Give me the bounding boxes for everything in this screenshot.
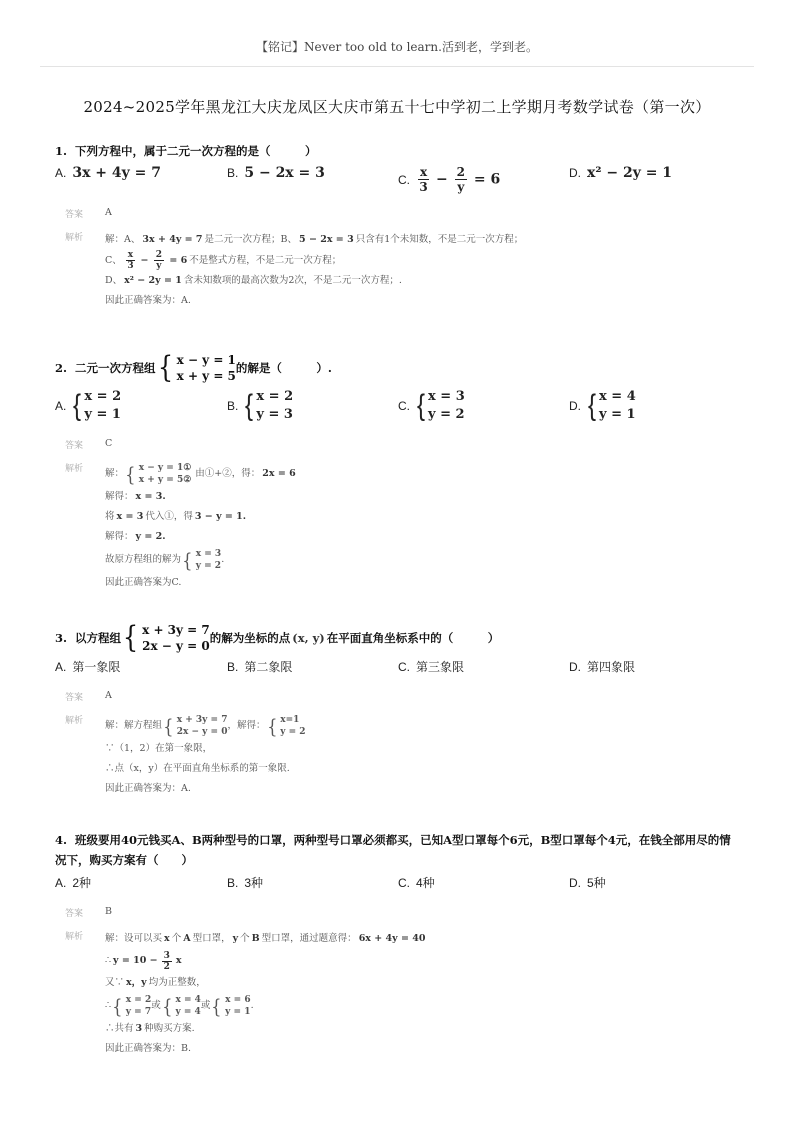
- text: 均为正整数，: [148, 977, 206, 988]
- system-rows: [175, 994, 200, 1018]
- option-label: C.: [398, 659, 410, 674]
- text: 含未知数项的最高次数为2次，不是二元一次方程；.: [183, 275, 402, 286]
- option-text: 第四象限: [587, 660, 636, 674]
- system-rows: [126, 994, 151, 1018]
- text: 解：: [105, 468, 125, 479]
- equation: x + 3y = 7: [142, 623, 210, 637]
- system-rows: [142, 622, 210, 654]
- analysis-line: [105, 487, 298, 507]
- math: x = 3: [116, 511, 144, 522]
- text: 型口罩，通过题意得：: [261, 933, 357, 944]
- option-c[interactable]: [398, 165, 500, 194]
- analysis-row: [65, 713, 755, 799]
- text: 或: [151, 1000, 161, 1011]
- equation: x − y = 1①: [138, 463, 192, 473]
- text: C、: [105, 254, 122, 266]
- option-c[interactable]: [398, 874, 435, 891]
- analysis-line: 因此正确答案为：A.: [105, 295, 191, 306]
- question-text: 以方程组: [75, 631, 122, 645]
- brace: {: [112, 994, 123, 1018]
- option-expression: [416, 165, 500, 194]
- option-d[interactable]: [569, 165, 672, 181]
- option-a[interactable]: [55, 874, 91, 891]
- option-a[interactable]: [55, 165, 161, 181]
- equation-system: [161, 994, 201, 1018]
- brace: {: [266, 714, 277, 738]
- header-divider: [40, 66, 754, 67]
- text: 个: [171, 933, 182, 944]
- equation: x = 2: [256, 389, 294, 404]
- brace: {: [417, 389, 426, 422]
- system-rows: [177, 714, 228, 738]
- math: 6x + 4y = 40: [358, 933, 426, 944]
- option-text: 第三象限: [416, 660, 465, 674]
- answer-value: B: [105, 906, 112, 917]
- system-rows: [599, 388, 636, 424]
- text: 故原方程组的解为: [105, 554, 182, 565]
- question-text: 下列方程中，属于二元一次方程的是（ ）: [75, 144, 317, 158]
- system-rows: [177, 352, 236, 384]
- text: 代入①，得: [145, 511, 193, 522]
- analysis-line: [105, 1019, 427, 1039]
- text: 解：设可以买: [105, 933, 163, 944]
- equation-system: [266, 714, 306, 738]
- answer-value: A: [105, 207, 112, 218]
- analysis-lines: [105, 230, 523, 311]
- equation-system: [244, 388, 293, 424]
- analysis-line: [105, 507, 298, 527]
- operator: −: [140, 255, 149, 266]
- analysis-tag: 解析: [65, 233, 84, 243]
- text: 解：解方程组: [105, 720, 163, 731]
- math: 3x + 4y = 7: [142, 234, 203, 245]
- equation: x = 6: [225, 995, 251, 1005]
- math: 3: [135, 1023, 143, 1034]
- analysis-line: 因此正确答案为：B.: [105, 1043, 192, 1054]
- answer-value: A: [105, 690, 112, 701]
- system-rows: [428, 388, 465, 424]
- text: ∴: [105, 1000, 112, 1011]
- fraction: [418, 165, 429, 194]
- equation-system: [121, 622, 210, 654]
- brace: {: [182, 548, 193, 572]
- fraction: [126, 250, 135, 271]
- text: 个: [240, 933, 250, 944]
- analysis-line: [105, 713, 306, 739]
- option-label: D.: [569, 659, 581, 674]
- option-b[interactable]: [227, 165, 325, 181]
- equation: y = 4: [175, 1007, 201, 1017]
- option-expression: 5 − 2x = 3: [244, 165, 325, 181]
- option-label: C.: [398, 172, 410, 187]
- analysis-line: [105, 973, 427, 993]
- answer-value: C: [105, 438, 113, 449]
- brace: {: [122, 620, 139, 655]
- denominator: y: [156, 261, 162, 271]
- equation-system: [181, 548, 221, 572]
- math: 2x = 6: [262, 468, 296, 479]
- brace: {: [162, 994, 173, 1018]
- text: 型口罩，: [192, 933, 231, 944]
- option-label: B.: [227, 875, 239, 890]
- question-number: 4.: [55, 833, 68, 847]
- question-text: 的解为坐标的点: [209, 631, 291, 645]
- operator: −: [436, 171, 448, 188]
- equation-system: [416, 388, 465, 424]
- math: [124, 250, 187, 271]
- analysis-tag: 解析: [65, 464, 84, 474]
- text: ∴共有: [105, 1023, 134, 1034]
- exam-title: 2024~2025学年黑龙江大庆龙凤区大庆市第五十七中学初二上学期月考数学试卷（第一次）: [83, 98, 711, 116]
- equation: y = 2: [195, 561, 222, 571]
- equation: 2x − y = 0: [142, 639, 210, 653]
- answer-tag: 答案: [65, 210, 84, 220]
- math: x: [175, 955, 182, 966]
- analysis-row: [65, 230, 755, 311]
- system-rows: [196, 548, 221, 572]
- question-text: 班级要用40元钱买A、B两种型号的口罩，两种型号口罩必须都买，已知A型口罩每个6元，B型口罩每个4元，在钱全部用尽的情: [75, 833, 731, 847]
- analysis-line: [105, 527, 298, 547]
- answer-row: [65, 207, 755, 220]
- brace: {: [588, 389, 597, 422]
- option-d[interactable]: [569, 874, 606, 891]
- analysis-row: [65, 461, 755, 593]
- text: 解得：: [105, 531, 134, 542]
- question-3-options: [55, 658, 755, 684]
- equation: x = 3: [428, 389, 465, 404]
- text: ∴: [105, 955, 112, 966]
- answer-row: [65, 438, 755, 451]
- equation: x = 2: [125, 995, 152, 1005]
- question-text: 二元一次方程组: [75, 361, 156, 375]
- equation: y = 2: [280, 727, 306, 737]
- equation-system: [587, 388, 636, 424]
- math: 3 − y = 1.: [194, 511, 247, 522]
- question-1-solution: [65, 207, 755, 311]
- system-rows: [256, 388, 293, 424]
- answer-row: [65, 906, 755, 919]
- numerator: x: [420, 165, 428, 179]
- system-rows: [139, 462, 192, 486]
- option-label: C.: [398, 399, 410, 413]
- question-4-solution: [65, 906, 755, 1059]
- option-label: D.: [569, 399, 581, 413]
- brace: {: [211, 994, 222, 1018]
- equation: x = 2: [84, 389, 122, 404]
- option-label: A.: [55, 875, 67, 890]
- option-label: C.: [398, 875, 410, 890]
- equation: x=1: [280, 715, 300, 725]
- option-label: D.: [569, 166, 581, 180]
- math: x² − 2y = 1: [124, 275, 182, 286]
- option-label: B.: [227, 166, 239, 180]
- equation: x = 4: [175, 995, 201, 1005]
- question-4-options: [55, 874, 755, 900]
- analysis-lines: [105, 713, 306, 799]
- text: 将: [105, 511, 115, 522]
- brace: {: [157, 350, 173, 385]
- question-1: [55, 141, 755, 321]
- question-text: 在平面直角坐标系中的（ ）: [326, 631, 500, 645]
- analysis-row: [65, 929, 755, 1059]
- option-label: D.: [569, 875, 581, 890]
- text: ，解得：: [227, 720, 266, 731]
- math: y: [232, 933, 239, 944]
- system-rows: [84, 388, 121, 424]
- analysis-lines: [105, 929, 427, 1059]
- text: D、: [105, 275, 123, 286]
- equation: y = 1: [599, 407, 636, 422]
- option-b[interactable]: [227, 658, 292, 675]
- text: 或: [200, 1000, 211, 1011]
- analysis-line: [105, 929, 427, 949]
- option-d[interactable]: [569, 658, 635, 675]
- analysis-line: ∵（1，2）在第一象限，: [105, 743, 213, 754]
- math: x = 3.: [135, 491, 166, 502]
- math: y = 10 −: [113, 955, 158, 966]
- math: x，y: [126, 977, 147, 988]
- question-number: 3.: [55, 631, 68, 645]
- equation-system: [111, 994, 151, 1018]
- denominator: 2: [163, 961, 170, 972]
- text: 是二元一次方程；B、: [204, 234, 298, 245]
- option-label: B.: [227, 399, 239, 413]
- answer-row: [65, 690, 755, 703]
- equation: x = 3: [195, 549, 222, 559]
- text: 只含有1个未知数，不是二元一次方程；: [355, 234, 524, 245]
- option-b[interactable]: [227, 874, 263, 891]
- option-a[interactable]: [55, 658, 120, 675]
- math: A: [183, 933, 191, 944]
- numerator: x: [127, 250, 134, 260]
- question-2-options: [55, 388, 755, 432]
- option-expression: x² − 2y = 1: [587, 165, 673, 181]
- analysis-line: [105, 547, 298, 573]
- option-c[interactable]: [398, 388, 465, 424]
- option-text: 2种: [72, 876, 92, 890]
- math: y = 2.: [135, 531, 166, 542]
- fraction: [154, 250, 164, 271]
- equation: y = 3: [256, 407, 293, 422]
- option-label: A.: [55, 399, 67, 413]
- equation: x + 3y = 7: [176, 715, 228, 725]
- text: .: [221, 554, 225, 565]
- system-rows: [280, 714, 305, 738]
- text: 解：A、: [105, 234, 141, 245]
- point-coordinate: (x, y): [292, 631, 325, 645]
- numerator: 3: [163, 950, 170, 961]
- option-text: 4种: [416, 876, 435, 890]
- analysis-line: [105, 949, 427, 973]
- analysis-line: ∴点（x，y）在平面直角坐标系的第一象限.: [105, 763, 290, 774]
- equation-system: [124, 462, 191, 486]
- equation: y = 7: [125, 1007, 152, 1017]
- text: 解得：: [105, 491, 134, 502]
- answer-tag: 答案: [65, 693, 84, 703]
- denominator: 3: [127, 261, 134, 271]
- question-text: 的解是（ ）.: [235, 361, 332, 375]
- question-2: [55, 352, 755, 603]
- brace: {: [73, 389, 82, 422]
- analysis-line: [105, 993, 427, 1019]
- equation-system: [156, 352, 236, 384]
- denominator: y: [457, 180, 465, 194]
- text: 种购买方案.: [144, 1023, 195, 1034]
- option-label: A.: [55, 166, 67, 180]
- numerator: 2: [456, 165, 465, 179]
- analysis-line: 因此正确答案为：A.: [105, 783, 191, 794]
- option-label: B.: [227, 659, 239, 674]
- question-4-stem: [55, 830, 755, 850]
- option-c[interactable]: [398, 658, 464, 675]
- equation-tail: = 6: [473, 171, 501, 188]
- answer-tag: 答案: [65, 909, 84, 919]
- fraction: [455, 165, 467, 194]
- analysis-lines: [105, 461, 298, 593]
- math: 5 − 2x = 3: [299, 234, 354, 245]
- option-label: A.: [55, 659, 67, 674]
- question-4: [55, 830, 755, 1069]
- question-2-stem: [55, 352, 755, 384]
- question-number: 2.: [55, 361, 68, 375]
- equation: y = 2: [428, 407, 465, 422]
- equation-system: [210, 994, 250, 1018]
- equation: y = 1: [84, 407, 121, 422]
- text: 又∵: [105, 977, 125, 988]
- question-1-options: [55, 165, 755, 197]
- question-number: 1.: [55, 144, 68, 158]
- equation: 2x − y = 0: [176, 727, 228, 737]
- option-text: 5种: [587, 876, 606, 890]
- option-d[interactable]: [569, 388, 636, 424]
- page-motto: 【铭记】Never too old to learn.活到老，学到老。: [256, 40, 538, 54]
- text: 不是整式方程，不是二元一次方程；: [189, 254, 342, 266]
- brace: {: [125, 462, 136, 486]
- question-3-solution: [65, 690, 755, 799]
- option-b[interactable]: [227, 388, 293, 424]
- analysis-line: [105, 271, 523, 291]
- question-3: [55, 622, 755, 809]
- equation: y = 1: [225, 1007, 251, 1017]
- question-1-stem: [55, 141, 755, 161]
- equation-system: [72, 388, 121, 424]
- analysis-tag: 解析: [65, 932, 84, 942]
- analysis-line: 因此正确答案为C.: [105, 577, 182, 588]
- analysis-line: [105, 230, 523, 250]
- question-4-stem-continued: [55, 850, 755, 870]
- math: B: [251, 933, 260, 944]
- equation: x + y = 5: [176, 369, 236, 383]
- brace: {: [245, 389, 254, 422]
- math: x: [164, 933, 170, 944]
- answer-tag: 答案: [65, 441, 84, 451]
- equation: x = 4: [599, 389, 636, 404]
- option-expression: 3x + 4y = 7: [72, 165, 162, 181]
- analysis-line: [105, 461, 298, 487]
- question-2-solution: [65, 438, 755, 593]
- text: 由①+②，得：: [195, 468, 261, 479]
- question-text: 况下，购买方案有（ ）: [55, 853, 193, 867]
- question-3-stem: [55, 622, 755, 654]
- equation: x − y = 1: [176, 353, 236, 367]
- numerator: 2: [155, 250, 163, 260]
- analysis-line: [105, 250, 523, 271]
- fraction: [162, 951, 172, 972]
- brace: {: [163, 714, 174, 738]
- option-text: 第一象限: [72, 660, 121, 674]
- analysis-tag: 解析: [65, 716, 84, 726]
- equation-tail: = 6: [169, 255, 188, 266]
- option-text: 3种: [244, 876, 264, 890]
- text: .: [250, 1000, 254, 1011]
- option-a[interactable]: [55, 388, 121, 424]
- equation: x + y = 5②: [138, 475, 192, 485]
- denominator: 3: [419, 180, 428, 194]
- option-text: 第二象限: [244, 660, 293, 674]
- system-rows: [225, 994, 250, 1018]
- equation-system: [162, 714, 227, 738]
